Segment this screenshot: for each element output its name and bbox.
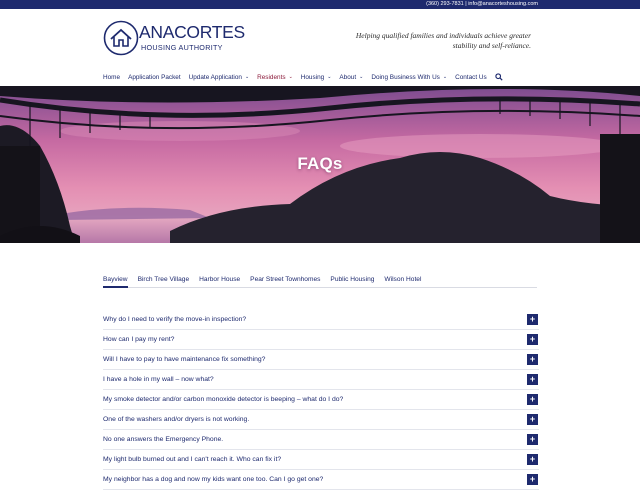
search-icon[interactable] <box>495 73 503 81</box>
expand-plus-icon[interactable]: + <box>527 394 538 405</box>
faq-question[interactable]: My smoke detector and/or carbon monoxide detector is beeping – what do I do? <box>103 396 344 403</box>
faq-item[interactable] <box>103 390 539 410</box>
faq-question[interactable]: Will I have to pay to have maintenance fix something? <box>103 356 266 363</box>
chevron-down-icon: ⌄ <box>359 74 364 80</box>
faq-item[interactable] <box>103 430 539 450</box>
chevron-down-icon: ⌄ <box>442 74 448 80</box>
expand-plus-icon[interactable]: + <box>527 414 538 425</box>
expand-plus-icon[interactable]: + <box>527 354 538 365</box>
tab-wilson-hotel[interactable]: Wilson Hotel <box>384 276 422 283</box>
tab-birch-tree-village[interactable]: Birch Tree Village <box>137 276 190 283</box>
faq-question[interactable]: My light bulb burned out and I can't reach it. Who can fix it? <box>103 456 282 463</box>
logo-name: ANACORTES <box>139 22 245 42</box>
tab-public-housing[interactable]: Public Housing <box>330 276 375 283</box>
page-title: FAQs <box>297 154 343 173</box>
main-navigation <box>103 72 503 82</box>
tab-bayview[interactable]: Bayview <box>103 274 128 288</box>
tab-pear-street-townhomes[interactable]: Pear Street Townhomes <box>250 276 321 283</box>
faq-accordion <box>103 310 539 490</box>
nav-residents[interactable]: Residents ⌄ <box>257 73 293 81</box>
nav-application-packet[interactable]: Application Packet <box>128 73 181 81</box>
expand-plus-icon[interactable]: + <box>527 374 538 385</box>
house-logo-icon <box>103 20 139 56</box>
faq-question[interactable]: Why do I need to verify the move-in inspection? <box>103 316 247 323</box>
faq-question[interactable]: My neighbor has a dog and now my kids want one too. Can I go get one? <box>103 476 324 483</box>
expand-plus-icon[interactable]: + <box>527 314 538 325</box>
faq-item[interactable] <box>103 370 539 390</box>
chevron-down-icon: ⌄ <box>244 74 250 80</box>
nav-doing-business[interactable]: Doing Business With Us ⌄ <box>371 73 448 81</box>
logo-subtitle: HOUSING AUTHORITY <box>141 43 223 52</box>
site-logo[interactable] <box>103 20 245 60</box>
faq-item[interactable] <box>103 470 539 490</box>
expand-plus-icon[interactable]: + <box>527 334 538 345</box>
top-contact-bar <box>0 0 640 9</box>
property-tabs <box>103 274 537 288</box>
chevron-down-icon: ⌄ <box>288 74 293 80</box>
hero-banner <box>0 86 640 243</box>
nav-contact-us[interactable]: Contact Us <box>455 73 487 81</box>
tab-harbor-house[interactable]: Harbor House <box>199 276 241 283</box>
faq-item[interactable] <box>103 330 539 350</box>
faq-question[interactable]: How can I pay my rent? <box>103 336 175 343</box>
faq-item[interactable] <box>103 310 539 330</box>
nav-housing[interactable]: Housing ⌄ <box>300 73 332 81</box>
nav-about[interactable]: About ⌄ <box>339 73 364 81</box>
expand-plus-icon[interactable]: + <box>527 474 538 485</box>
expand-plus-icon[interactable]: + <box>527 454 538 465</box>
faq-item[interactable] <box>103 450 539 470</box>
expand-plus-icon[interactable]: + <box>527 434 538 445</box>
contact-info[interactable]: (360) 293-7831 | info@anacorteshousing.com <box>426 1 538 7</box>
faq-item[interactable] <box>103 410 539 430</box>
nav-home[interactable]: Home <box>103 73 121 81</box>
site-tagline: Helping qualified families and individuals achieve greater stability and self-reliance. <box>355 31 531 50</box>
faq-item[interactable] <box>103 350 539 370</box>
faq-question[interactable]: No one answers the Emergency Phone. <box>103 436 224 443</box>
faq-question[interactable]: I have a hole in my wall – now what? <box>103 376 214 383</box>
faq-question[interactable]: One of the washers and/or dryers is not working. <box>103 416 250 423</box>
nav-update-application[interactable]: Update Application ⌄ <box>188 73 250 81</box>
chevron-down-icon: ⌄ <box>327 74 332 80</box>
